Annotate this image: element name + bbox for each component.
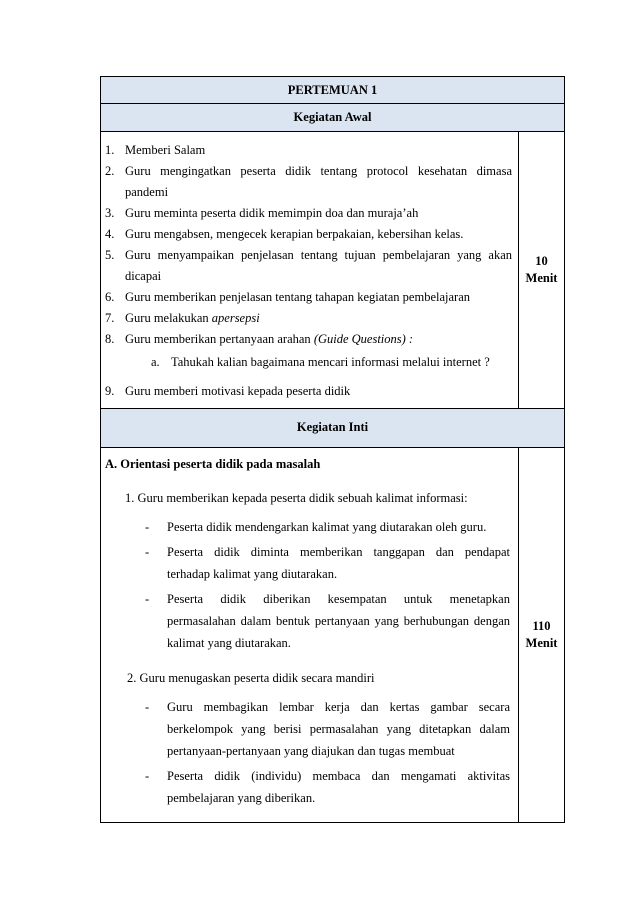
bullet-item: - Peserta didik diberikan kesempatan untuk menetapkan permasalahan dalam bentuk pertanyaan yang berhubungan dengan kalimat yang diutarakan. xyxy=(145,592,510,650)
meeting-title: PERTEMUAN 1 xyxy=(101,77,565,104)
sub-list-item: a. Tahukah kalian bagaimana mencari informasi melalui internet ? xyxy=(151,355,490,369)
kegiatan-awal-duration: 10 Menit xyxy=(519,132,565,409)
list-item: 4. Guru mengabsen, mengecek kerapian berpakaian, kebersihan kelas. xyxy=(105,227,464,241)
step-item: 1. Guru memberikan kepada peserta didik sebuah kalimat informasi: xyxy=(125,491,468,505)
kegiatan-inti-heading: Kegiatan Inti xyxy=(101,409,565,448)
kegiatan-awal-list xyxy=(101,132,519,409)
bullet-item: - Peserta didik diminta memberikan tanggapan dan pendapat terhadap kalimat yang diutarakan. xyxy=(145,545,510,581)
list-item: 6. Guru memberikan penjelasan tentang tahapan kegiatan pembelajaran xyxy=(105,290,470,304)
section-heading: A. Orientasi peserta didik pada masalah xyxy=(105,457,321,471)
lesson-plan-table xyxy=(100,76,565,823)
bullet-item: - Peserta didik (individu) membaca dan mengamati aktivitas pembelajaran yang diberikan. xyxy=(145,769,510,805)
list-item: 3. Guru meminta peserta didik memimpin doa dan muraja’ah xyxy=(105,206,419,220)
list-item: 9. Guru memberi motivasi kepada peserta didik xyxy=(105,384,351,398)
list-item: 5. Guru menyampaikan penjelasan tentang tujuan pembelajaran yang akan dicapai xyxy=(105,248,512,283)
list-item: 8. Guru memberikan pertanyaan arahan (Guide Questions) : xyxy=(105,332,414,346)
list-item: 1. Memberi Salam xyxy=(105,143,206,157)
list-item: 2. Guru mengingatkan peserta didik tentang protocol kesehatan dimasa pandemi xyxy=(105,164,512,199)
bullet-item: - Guru membagikan lembar kerja dan kertas gambar secara berkelompok yang berisi permasalahan yang ditetapkan dalam pertanyaan-pertanyaan yang diajukan dan tugas membuat xyxy=(145,700,510,758)
kegiatan-inti-duration: 110 Menit xyxy=(519,448,565,823)
list-item: 7. Guru melakukan apersepsi xyxy=(105,311,260,325)
bullet-item: - Peserta didik mendengarkan kalimat yang diutarakan oleh guru. xyxy=(145,520,487,534)
kegiatan-awal-heading: Kegiatan Awal xyxy=(101,104,565,132)
step-item: 2. Guru menugaskan peserta didik secara mandiri xyxy=(127,671,375,685)
kegiatan-inti-content xyxy=(101,448,519,823)
